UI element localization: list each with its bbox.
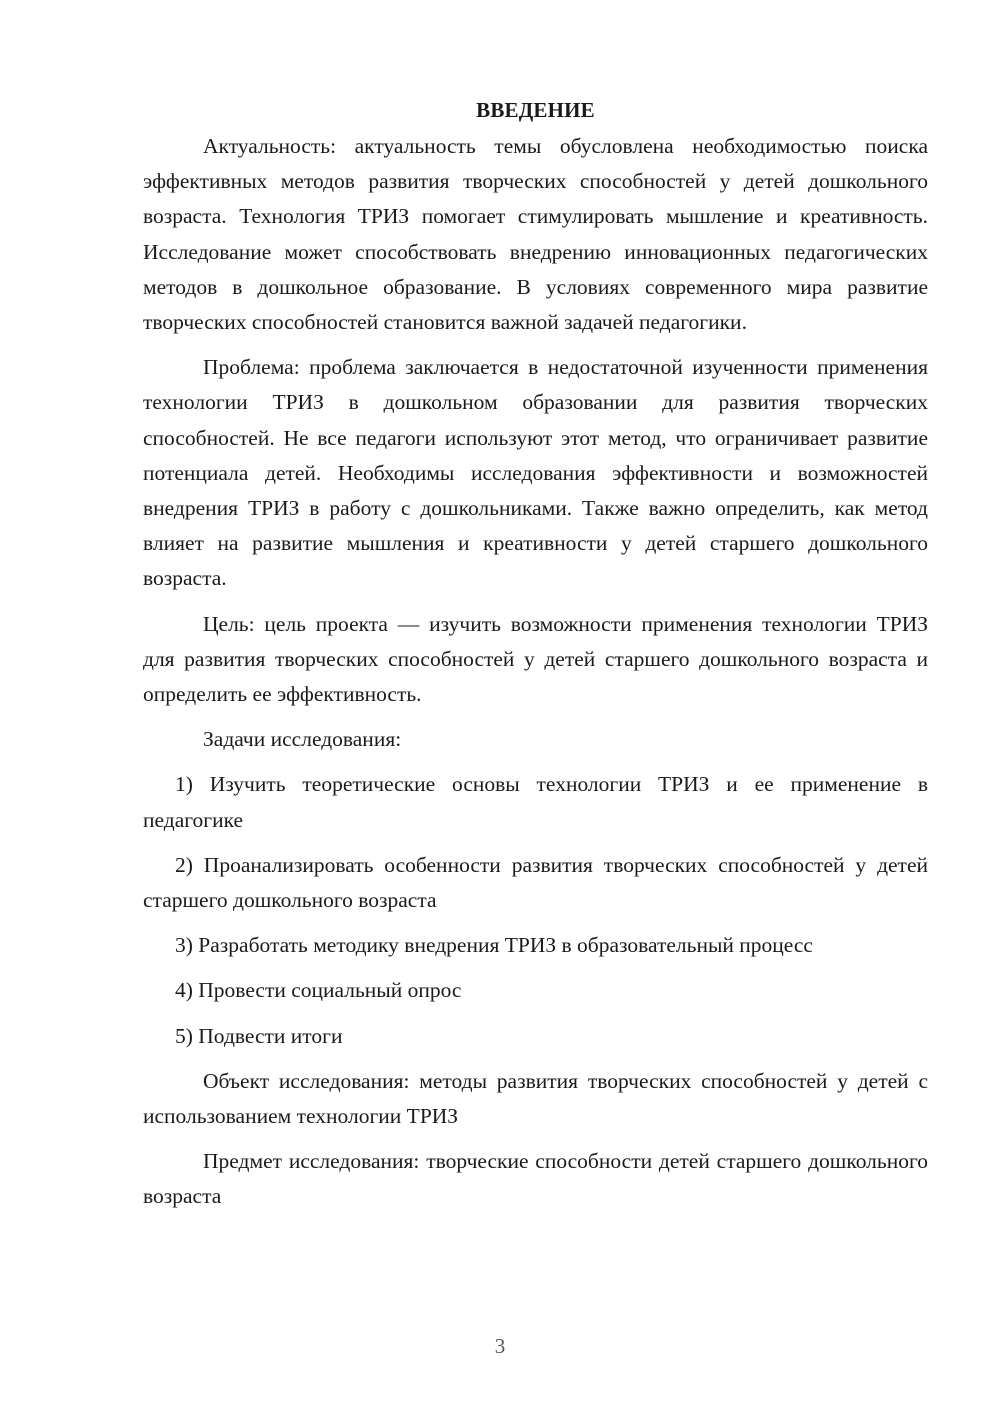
subject-paragraph: Предмет исследования: творческие способности детей старшего дошкольного возраста bbox=[143, 1149, 928, 1209]
document-page bbox=[143, 95, 928, 1225]
relevance-paragraph: Актуальность: актуальность темы обусловлена необходимостью поиска эффективных методов развития творческих способностей у детей дошкольного возраста. Технология ТРИЗ помогает стимулировать мышление и креативность. Исследование может способствовать внедрению инновационных педагогических методов в дошкольное образование. В условиях современного мира развитие творческих способностей становится важной задачей педагогики. bbox=[143, 134, 928, 335]
task-item: 1) Изучить теоретические основы технологии ТРИЗ и ее применение в педагогике bbox=[143, 772, 928, 832]
document-title: ВВЕДЕНИЕ bbox=[476, 98, 595, 122]
task-item: 3) Разработать методику внедрения ТРИЗ в образовательный процесс bbox=[175, 933, 813, 958]
problem-paragraph: Проблема: проблема заключается в недостаточной изученности применения технологии ТРИЗ в дошкольном образовании для развития творческих способностей. Не все педагоги используют этот метод, что ограничивает развитие потенциала детей. Необходимы исследования эффективности и возможностей внедрения ТРИЗ в работу с дошкольниками. Также важно определить, как метод влияет на развитие мышления и креативности у детей старшего дошкольного возраста. bbox=[143, 355, 928, 591]
object-paragraph: Объект исследования: методы развития творческих способностей у детей с использованием технологии ТРИЗ bbox=[143, 1068, 928, 1129]
goal-paragraph: Цель: цель проекта — изучить возможности применения технологии ТРИЗ для развития творческих способностей у детей старшего дошкольного возраста и определить ее эффективность. bbox=[143, 611, 928, 707]
task-item: 2) Проанализировать особенности развития творческих способностей у детей старшего дошкольного возраста bbox=[143, 852, 928, 913]
tasks-label: Задачи исследования: bbox=[203, 727, 402, 752]
task-item: 5) Подвести итоги bbox=[175, 1023, 343, 1048]
task-item: 4) Провести социальный опрос bbox=[175, 978, 462, 1003]
page-number: 3 bbox=[494, 1334, 506, 1358]
